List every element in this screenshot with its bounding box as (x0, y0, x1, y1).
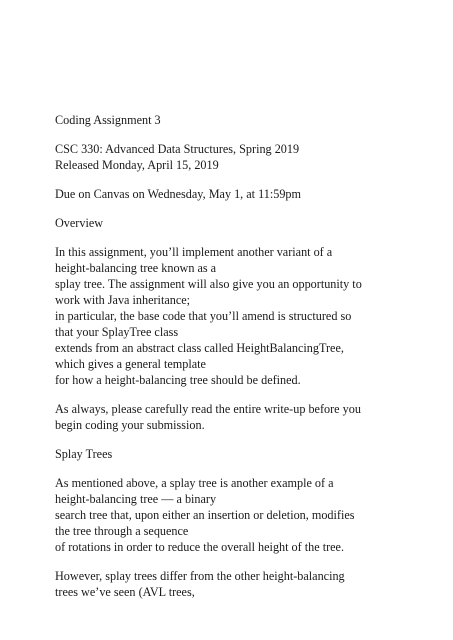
section-heading-splay-trees: Splay Trees (55, 447, 113, 461)
section-heading-overview: Overview (55, 216, 104, 230)
paragraph-line: which gives a general template (55, 357, 206, 371)
paragraph-line: begin coding your submission. (55, 418, 205, 432)
paragraph-line: the tree through a sequence (55, 524, 189, 538)
paragraph-line: height-balancing tree known as a (55, 261, 217, 275)
paragraph-line: trees we’ve seen (AVL trees, (55, 585, 195, 599)
release-date-line: Released Monday, April 15, 2019 (55, 158, 219, 172)
paragraph-line: that your SplayTree class (55, 325, 179, 339)
paragraph-line: height-balancing tree — a binary (55, 492, 217, 506)
paragraph-line: As mentioned above, a splay tree is another example of a (55, 476, 334, 490)
course-line: CSC 330: Advanced Data Structures, Spring 2019 (55, 142, 300, 156)
paragraph-line: of rotations in order to reduce the overall height of the tree. (55, 540, 345, 554)
paragraph-line: work with Java inheritance; (55, 293, 191, 307)
paragraph-line: extends from an abstract class called HeightBalancingTree, (55, 341, 344, 355)
paragraph-line: in particular, the base code that you’ll amend is structured so (55, 309, 352, 323)
paragraph-line: splay tree. The assignment will also give you an opportunity to (55, 277, 362, 291)
document-title: Coding Assignment 3 (55, 113, 161, 127)
paragraph-line: However, splay trees differ from the other height-balancing (55, 569, 345, 583)
paragraph-line: for how a height-balancing tree should be defined. (55, 373, 301, 387)
paragraph-line: In this assignment, you’ll implement another variant of a (55, 245, 333, 259)
paragraph-line: As always, please carefully read the entire write-up before you (55, 402, 361, 416)
due-date-line: Due on Canvas on Wednesday, May 1, at 11:59pm (55, 187, 301, 201)
paragraph-line: search tree that, upon either an insertion or deletion, modifies (55, 508, 355, 522)
